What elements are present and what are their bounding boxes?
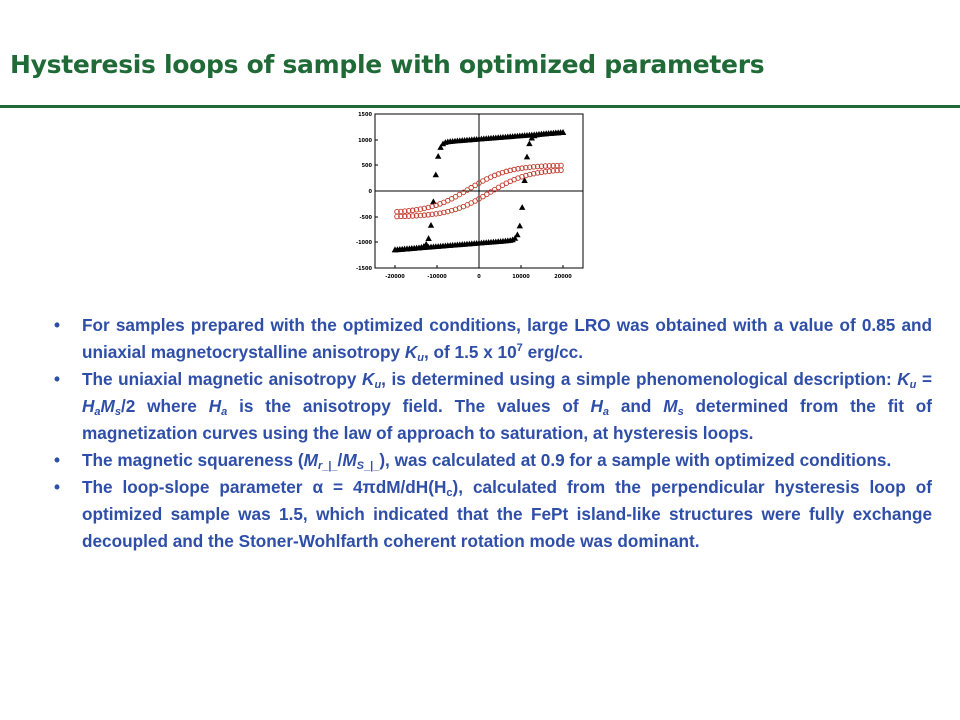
- superscript: 7: [516, 342, 523, 354]
- symbol: M: [663, 396, 678, 416]
- bullet-text: /: [337, 450, 343, 470]
- title-divider: [0, 105, 960, 108]
- symbol: M: [303, 450, 318, 470]
- bullet-text: is the anisotropy field. The values of: [227, 396, 591, 416]
- x-tick-label: 0: [477, 274, 481, 280]
- hysteresis-plot: [349, 110, 589, 286]
- triangle-point: [519, 204, 525, 210]
- bullet-item: [48, 366, 932, 447]
- y-tick-label: 1500: [358, 112, 372, 118]
- bullet-marker: •: [54, 315, 61, 335]
- bullet-marker: •: [54, 369, 61, 389]
- hysteresis-figure: [349, 110, 589, 286]
- subscript: a: [94, 406, 101, 418]
- subscript: a: [602, 406, 609, 418]
- bullet-text: ), calculated from the perpendicular hysteresis loop of optimized sample was 1.5, which indicated that the FePt island-like structures were fully exchange decoupled and the Stoner-Wohlfarth coherent rotation mode was dominant.: [82, 477, 932, 551]
- bullet-text: /2 where: [121, 396, 209, 416]
- x-tick-label: -10000: [427, 274, 447, 280]
- bullet-item: [48, 447, 932, 474]
- y-tick-label: 1000: [358, 138, 372, 144]
- triangle-point: [433, 171, 439, 177]
- x-tick-label: 10000: [512, 274, 530, 280]
- subscript: u: [374, 379, 382, 391]
- bullet-text: erg/cc.: [522, 342, 583, 362]
- subscript: u: [417, 352, 424, 364]
- bullet-marker: •: [54, 450, 61, 470]
- symbol: H: [590, 396, 603, 416]
- triangle-point: [517, 223, 523, 229]
- subscript: s: [114, 406, 121, 418]
- symbol: K: [362, 369, 375, 389]
- bullet-text: The uniaxial magnetic anisotropy: [82, 369, 363, 389]
- bullet-text: ), was calculated at 0.9 for a sample with optimized conditions.: [379, 450, 892, 470]
- bullet-item: [48, 474, 932, 555]
- triangle-point: [435, 153, 441, 159]
- symbol: M: [100, 396, 115, 416]
- symbol: M: [342, 450, 357, 470]
- triangle-point: [428, 222, 434, 228]
- y-tick-label: -1000: [356, 240, 372, 246]
- perpendicular-mark: _|_: [364, 460, 380, 472]
- symbol: K: [404, 342, 418, 362]
- subscript: S: [356, 460, 364, 472]
- triangle-point: [514, 231, 520, 237]
- y-tick-label: -500: [359, 215, 372, 221]
- x-tick-label: 20000: [554, 274, 572, 280]
- x-tick-label: -20000: [385, 274, 405, 280]
- bullet-text: =: [916, 369, 932, 389]
- subscript: u: [909, 379, 917, 391]
- bullet-text: , is determined using a simple phenomenological description:: [381, 369, 898, 389]
- symbol: K: [897, 369, 910, 389]
- bullet-text: The loop-slope parameter α = 4πdM/dH(H: [82, 477, 447, 497]
- y-tick-label: 500: [361, 163, 372, 169]
- subscript: c: [446, 487, 453, 499]
- bullet-text: determined from the fit of magnetization curves using the law of approach to saturation, at hysteresis loops.: [82, 396, 933, 443]
- y-tick-label: 0: [368, 189, 372, 195]
- triangle-point: [425, 235, 431, 241]
- subscript: a: [221, 406, 228, 418]
- triangle-point: [526, 140, 532, 146]
- bullet-list: [48, 312, 932, 555]
- bullet-text: and: [608, 396, 664, 416]
- subscript: r: [317, 460, 323, 472]
- perpendicular-mark: _|_: [322, 460, 338, 472]
- triangle-point: [524, 154, 530, 160]
- slide-title: Hysteresis loops of sample with optimized parameters: [10, 50, 765, 79]
- bullet-item: [48, 312, 932, 366]
- bullet-marker: •: [54, 477, 61, 497]
- subscript: s: [677, 406, 684, 418]
- bullet-text: , of 1.5 x 10: [424, 342, 517, 362]
- y-tick-label: -1500: [356, 266, 372, 272]
- bullet-text: For samples prepared with the optimized conditions, large LRO was obtained with a value of 0.85 and uniaxial magnetocrystalline anisotropy: [82, 315, 932, 362]
- symbol: H: [208, 396, 222, 416]
- symbol: H: [82, 396, 95, 416]
- bullet-text: The magnetic squareness (: [82, 450, 304, 470]
